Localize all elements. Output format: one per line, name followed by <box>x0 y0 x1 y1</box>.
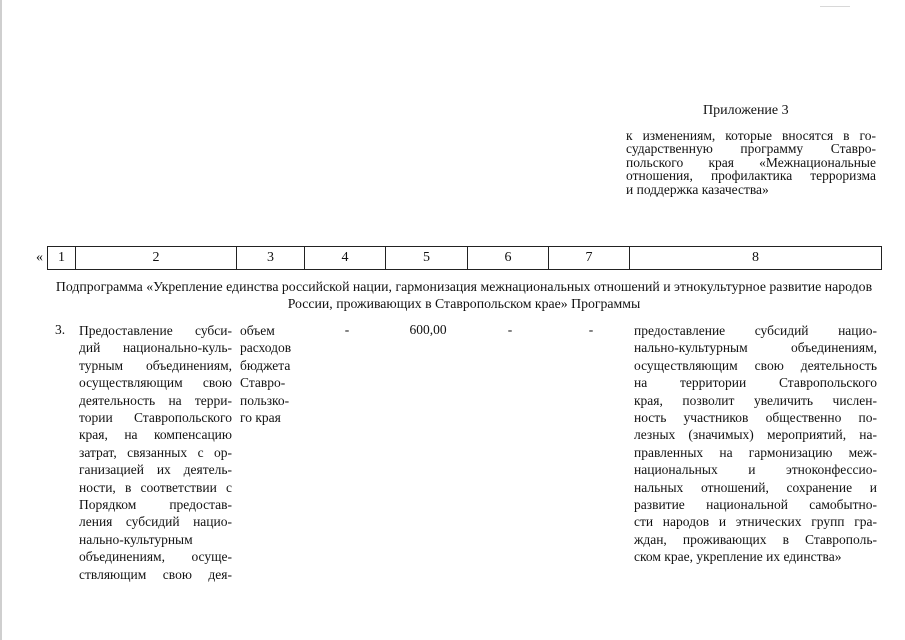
activity-name-line: затрат, связанных с ор- <box>79 444 232 460</box>
expected-result-line: нально-культурным объединениям, <box>634 340 877 356</box>
indicator-line: объем <box>240 323 275 338</box>
activity-name-line: объединениям, осуще- <box>79 549 232 565</box>
activity-name-line: ствляющим свою дея- <box>79 566 232 582</box>
column-number-cell: 1 <box>48 247 76 270</box>
indicator-line: расходов <box>240 340 292 356</box>
column-number-cell: 4 <box>305 247 386 270</box>
appendix-title: Приложение 3 <box>703 103 789 118</box>
appendix-note-line: и поддержка казачества» <box>626 181 769 197</box>
indicator-line: го края <box>240 410 281 426</box>
appendix-note-line: польского края «Межнациональные <box>626 154 876 170</box>
column-number-cell: 2 <box>76 247 237 270</box>
activity-name-line: ности, в соответствии с <box>79 479 232 495</box>
activity-name-line: тории Ставропольского <box>79 410 232 426</box>
scan-left-edge <box>0 0 2 640</box>
column-number-cell: 7 <box>549 247 630 270</box>
expected-result-line: национальных и этноконфессио- <box>634 462 877 478</box>
expected-result-line: правленных на гармонизацию меж- <box>634 444 877 460</box>
column-6-value: - <box>507 322 513 337</box>
indicator-line: пользко- <box>240 392 290 408</box>
expected-result-cell <box>634 322 877 566</box>
appendix-note <box>626 129 876 196</box>
activity-name-line: нально-культурным <box>79 531 193 547</box>
column-7-value: - <box>588 322 594 337</box>
indicator-cell <box>240 322 302 426</box>
expected-result-line: лезных (значимых) мероприятий, на- <box>634 427 877 443</box>
activity-name-line: осуществляющим свою <box>79 375 232 391</box>
expected-result-line: нальных отношений, сохранение и <box>634 479 877 495</box>
indicator-line: Ставро- <box>240 375 286 391</box>
activity-name-line: Порядком предостав- <box>79 497 232 513</box>
subprogram-title: Подпрограмма «Укрепление единства российской нации, гармонизация межнациональных отношений и этнокультурное развитие народов России, проживающих в Ставропольском крае» Программы <box>55 279 873 311</box>
expected-result-line: сти народов и этнических групп гра- <box>634 514 877 530</box>
expected-result-line: ском крае, укрепление их единства» <box>634 549 842 565</box>
expected-result-line: ность участников общественно по- <box>634 410 877 426</box>
activity-name-line: дий национально-куль- <box>79 340 232 356</box>
column-number-cell: 8 <box>630 247 882 270</box>
appendix-note-line: отношения, профилактика терроризма <box>626 168 876 184</box>
column-number-cell: 6 <box>468 247 549 270</box>
activity-name-line: ления субсидий нацио- <box>79 514 232 530</box>
scan-top-mark <box>820 6 850 7</box>
activity-name-line: ганизацией их деятель- <box>79 462 232 478</box>
expected-result-line: края, позволит увеличить числен- <box>634 392 877 408</box>
column-number-row <box>47 246 882 270</box>
column-4-value: - <box>344 322 350 337</box>
column-number-cell: 3 <box>237 247 305 270</box>
expected-result-line: осуществляющим свою деятельность <box>634 357 877 373</box>
activity-name-line: края, на компенсацию <box>79 427 232 443</box>
expected-result-line: развитие национальной самобытно- <box>634 497 877 513</box>
table-open-quote: « <box>36 250 43 265</box>
column-5-value: 600,00 <box>409 322 447 337</box>
activity-name-line: Предоставление субси- <box>79 323 232 338</box>
activity-name-cell <box>79 322 232 583</box>
expected-result-line: предоставление субсидий нацио- <box>634 323 877 338</box>
expected-result-line: ждан, проживающих в Ставрополь- <box>634 531 877 547</box>
column-number-cell: 5 <box>386 247 468 270</box>
indicator-line: бюджета <box>240 357 291 373</box>
expected-result-line: на территории Ставропольского <box>634 375 877 391</box>
row-number: 3. <box>55 322 66 337</box>
activity-name-line: деятельность на терри- <box>79 392 232 408</box>
activity-name-line: турным объединениям, <box>79 357 232 373</box>
appendix-note-line: сударственную программу Ставро- <box>626 141 876 157</box>
appendix-note-line: к изменениям, которые вносятся в го- <box>626 128 876 143</box>
